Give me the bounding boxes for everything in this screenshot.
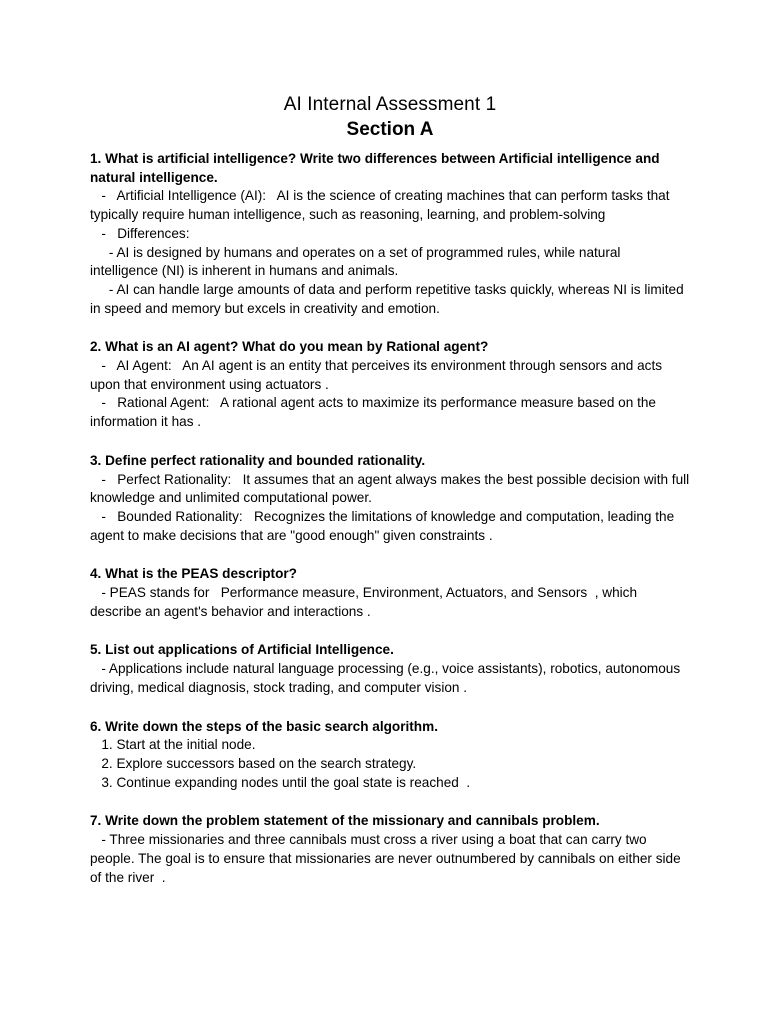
question-heading: 3. Define perfect rationality and bounded rationality.: [90, 452, 426, 468]
answer-line: 2. Explore successors based on the search strategy.: [90, 755, 417, 771]
answer-line: - AI Agent: An AI agent is an entity that perceives its environment through sensors and acts upon that environment using actuators .: [90, 358, 666, 392]
question-heading: 2. What is an AI agent? What do you mean by Rational agent?: [90, 339, 489, 355]
answer-line: - Bounded Rationality: Recognizes the limitations of knowledge and computation, leading the agent to make decisions that are "good enough" given constraints .: [90, 508, 678, 543]
document-page: [90, 92, 693, 907]
question-heading: 4. What is the PEAS descriptor?: [90, 566, 297, 582]
answer-line: 3. Continue expanding nodes until the goal state is reached .: [90, 774, 471, 790]
question-3: [90, 452, 693, 546]
answer-line: - Three missionaries and three cannibals must cross a river using a boat that can carry two people. The goal is to ensure that missionaries are never outnumbered by cannibals on either side of the river .: [90, 832, 685, 885]
question-4: [90, 565, 690, 621]
answer-line: - Artificial Intelligence (AI): AI is the science of creating machines that can perform tasks that typically require human intelligence, such as reasoning, learning, and problem-solving: [90, 188, 674, 223]
answer-line: - Rational Agent: A rational agent acts to maximize its performance measure based on the information it has .: [90, 395, 660, 430]
answer-line: 1. Start at the initial node.: [90, 737, 256, 753]
answer-line: - AI is designed by humans and operates on a set of programmed rules, while natural intelligence (NI) is inherent in humans and animals.: [90, 244, 625, 279]
question-6: [90, 718, 690, 793]
section-heading: Section A: [346, 119, 434, 140]
answer-line: - AI can handle large amounts of data and perform repetitive tasks quickly, whereas NI is limited in speed and memory but excels in creativity and emotion.: [90, 281, 688, 316]
question-heading: 1. What is artificial intelligence? Write two differences between Artificial intelligence and natural intelligence.: [90, 151, 660, 185]
question-1: [90, 150, 690, 318]
answer-line: - Differences:: [90, 225, 190, 241]
question-2: [90, 338, 690, 432]
answer-line: - Perfect Rationality: It assumes that an agent always makes the best possible decision with full knowledge and unlimited computational power.: [90, 471, 693, 506]
question-heading: 6. Write down the steps of the basic search algorithm.: [90, 718, 438, 734]
question-heading: 5. List out applications of Artificial Intelligence.: [90, 642, 394, 658]
question-heading: 7. Write down the problem statement of the missionary and cannibals problem.: [90, 813, 600, 829]
question-7: [90, 812, 690, 887]
answer-line: - PEAS stands for Performance measure, Environment, Actuators, and Sensors , which describe an agent's behavior and interactions .: [90, 585, 641, 619]
document-title: AI Internal Assessment 1: [283, 94, 497, 115]
answer-line: - Applications include natural language processing (e.g., voice assistants), robotics, autonomous driving, medical diagnosis, stock trading, and computer vision .: [90, 661, 684, 695]
question-5: [90, 641, 690, 697]
